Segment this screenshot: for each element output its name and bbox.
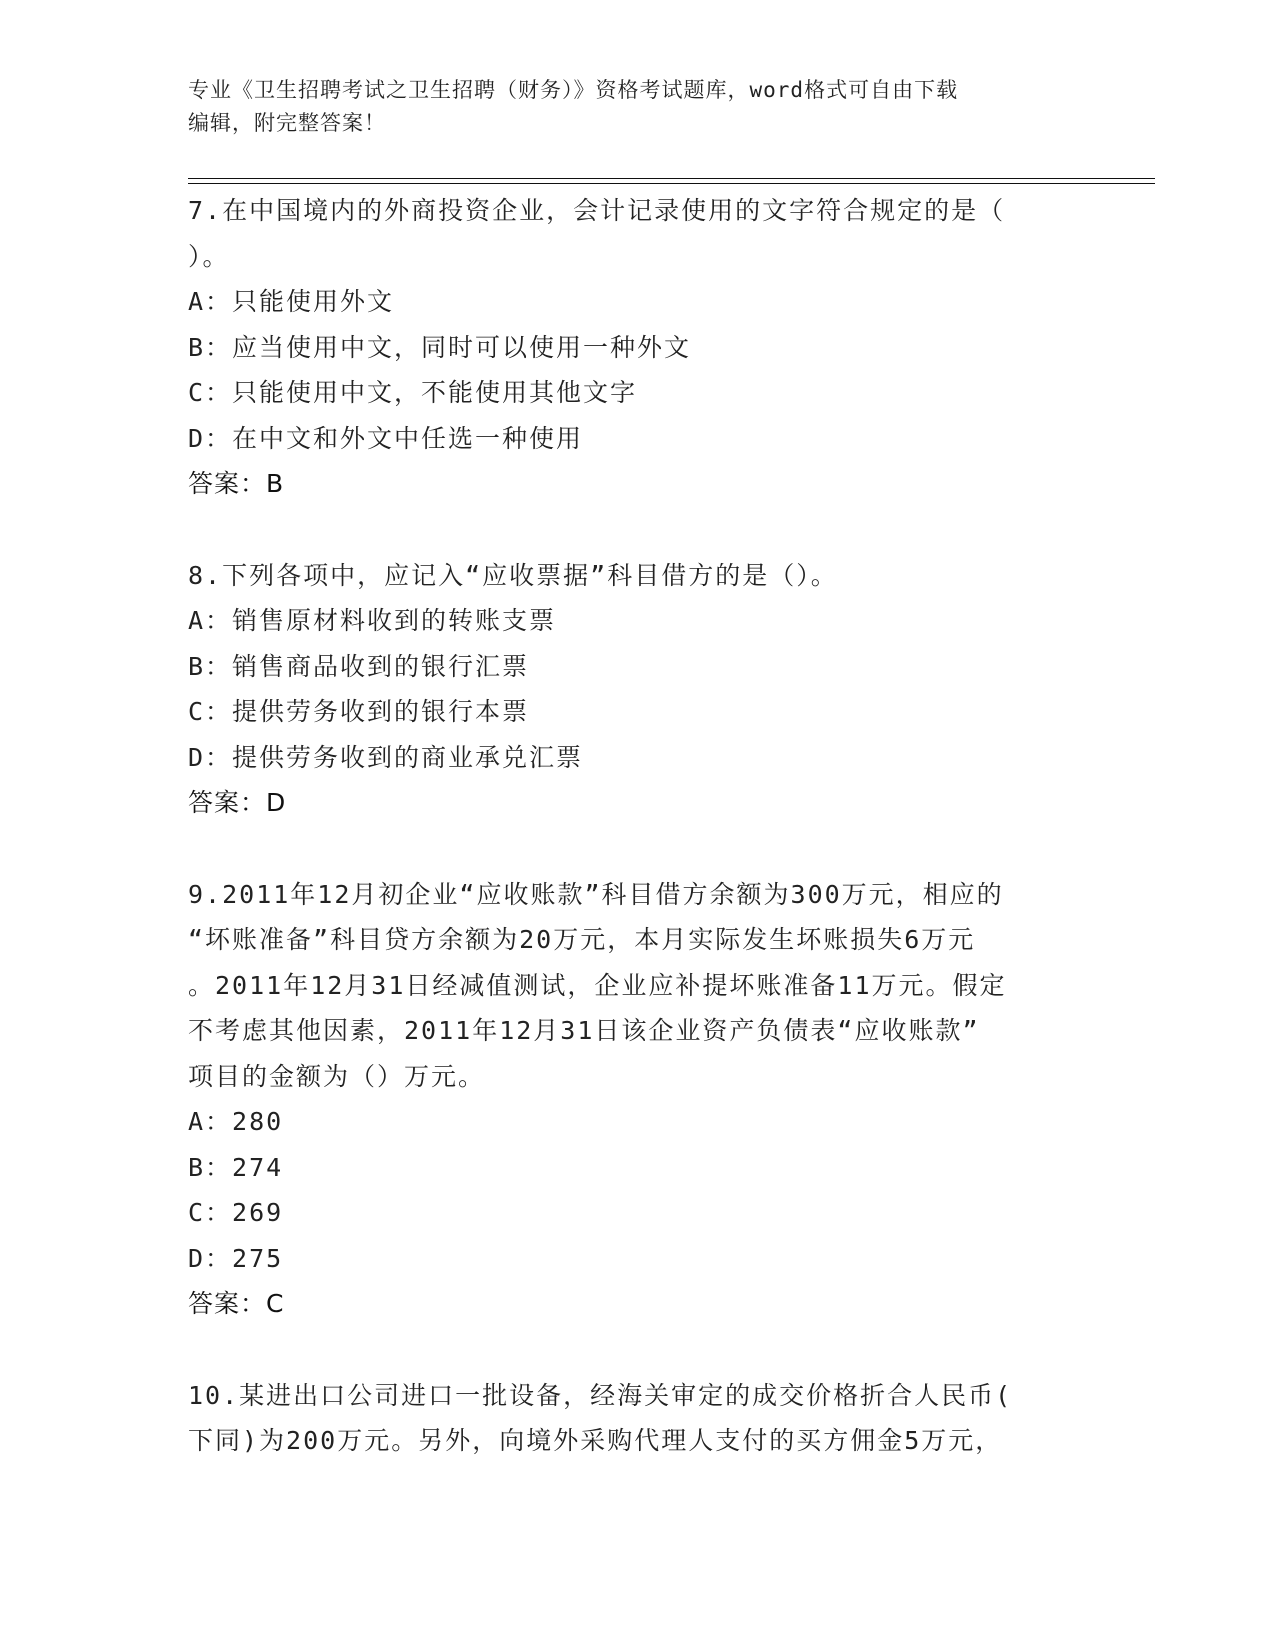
option-b: B：销售商品收到的银行汇票 (188, 651, 530, 681)
question-text: 8.下列各项中，应记入“应收票据”科目借方的是（）。 (188, 560, 838, 590)
question-text: 不考虑其他因素，2011年12月31日该企业资产负债表“应收账款” (188, 1016, 980, 1045)
header-line-1: 专业《卫生招聘考试之卫生招聘（财务）》资格考试题库，word格式可自由下载 (188, 78, 959, 102)
document-header (188, 74, 1088, 140)
question-list (188, 188, 1088, 1464)
question-spacer (188, 1327, 1088, 1373)
option-d: D：提供劳务收到的商业承兑汇票 (188, 742, 584, 772)
question-text: ）。 (188, 241, 230, 271)
option-d: D：275 (188, 1243, 284, 1273)
question-7 (188, 188, 1088, 507)
answer-label: 答案：C (188, 1289, 285, 1318)
header-divider-top (188, 178, 1155, 179)
question-text: 10.某进出口公司进口一批设备，经海关审定的成交价格折合人民币( (188, 1380, 1013, 1410)
question-spacer (188, 507, 1088, 553)
option-c: C：提供劳务收到的银行本票 (188, 697, 530, 726)
question-10 (188, 1373, 1088, 1464)
question-text: “坏账准备”科目贷方余额为20万元，本月实际发生坏账损失6万元 (188, 925, 976, 954)
header-divider-bottom (188, 183, 1155, 184)
option-b: B：应当使用中文，同时可以使用一种外文 (188, 332, 692, 362)
question-text: 9.2011年12月初企业“应收账款”科目借方余额为300万元，相应的 (188, 879, 1004, 909)
option-a: A：销售原材料收到的转账支票 (188, 606, 557, 635)
option-c: C：只能使用中文，不能使用其他文字 (188, 378, 638, 407)
option-c: C：269 (188, 1198, 284, 1227)
question-8 (188, 553, 1088, 826)
question-text: 项目的金额为（）万元。 (188, 1061, 486, 1091)
question-text: 7.在中国境内的外商投资企业，会计记录使用的文字符合规定的是（ (188, 196, 1006, 225)
question-9 (188, 872, 1088, 1327)
header-line-2: 编辑，附完整答案！ (188, 111, 386, 135)
question-text: 下同)为200万元。另外，向境外采购代理人支付的买方佣金5万元， (188, 1426, 1003, 1455)
option-d: D：在中文和外文中任选一种使用 (188, 423, 584, 453)
question-spacer (188, 826, 1088, 872)
option-a: A：280 (188, 1107, 284, 1136)
option-a: A：只能使用外文 (188, 287, 395, 316)
answer-label: 答案：D (188, 788, 287, 817)
answer-label: 答案：B (188, 469, 285, 498)
option-b: B：274 (188, 1152, 284, 1182)
question-text: 。2011年12月31日经减值测试，企业应补提坏账准备11万元。假定 (188, 970, 1007, 1000)
